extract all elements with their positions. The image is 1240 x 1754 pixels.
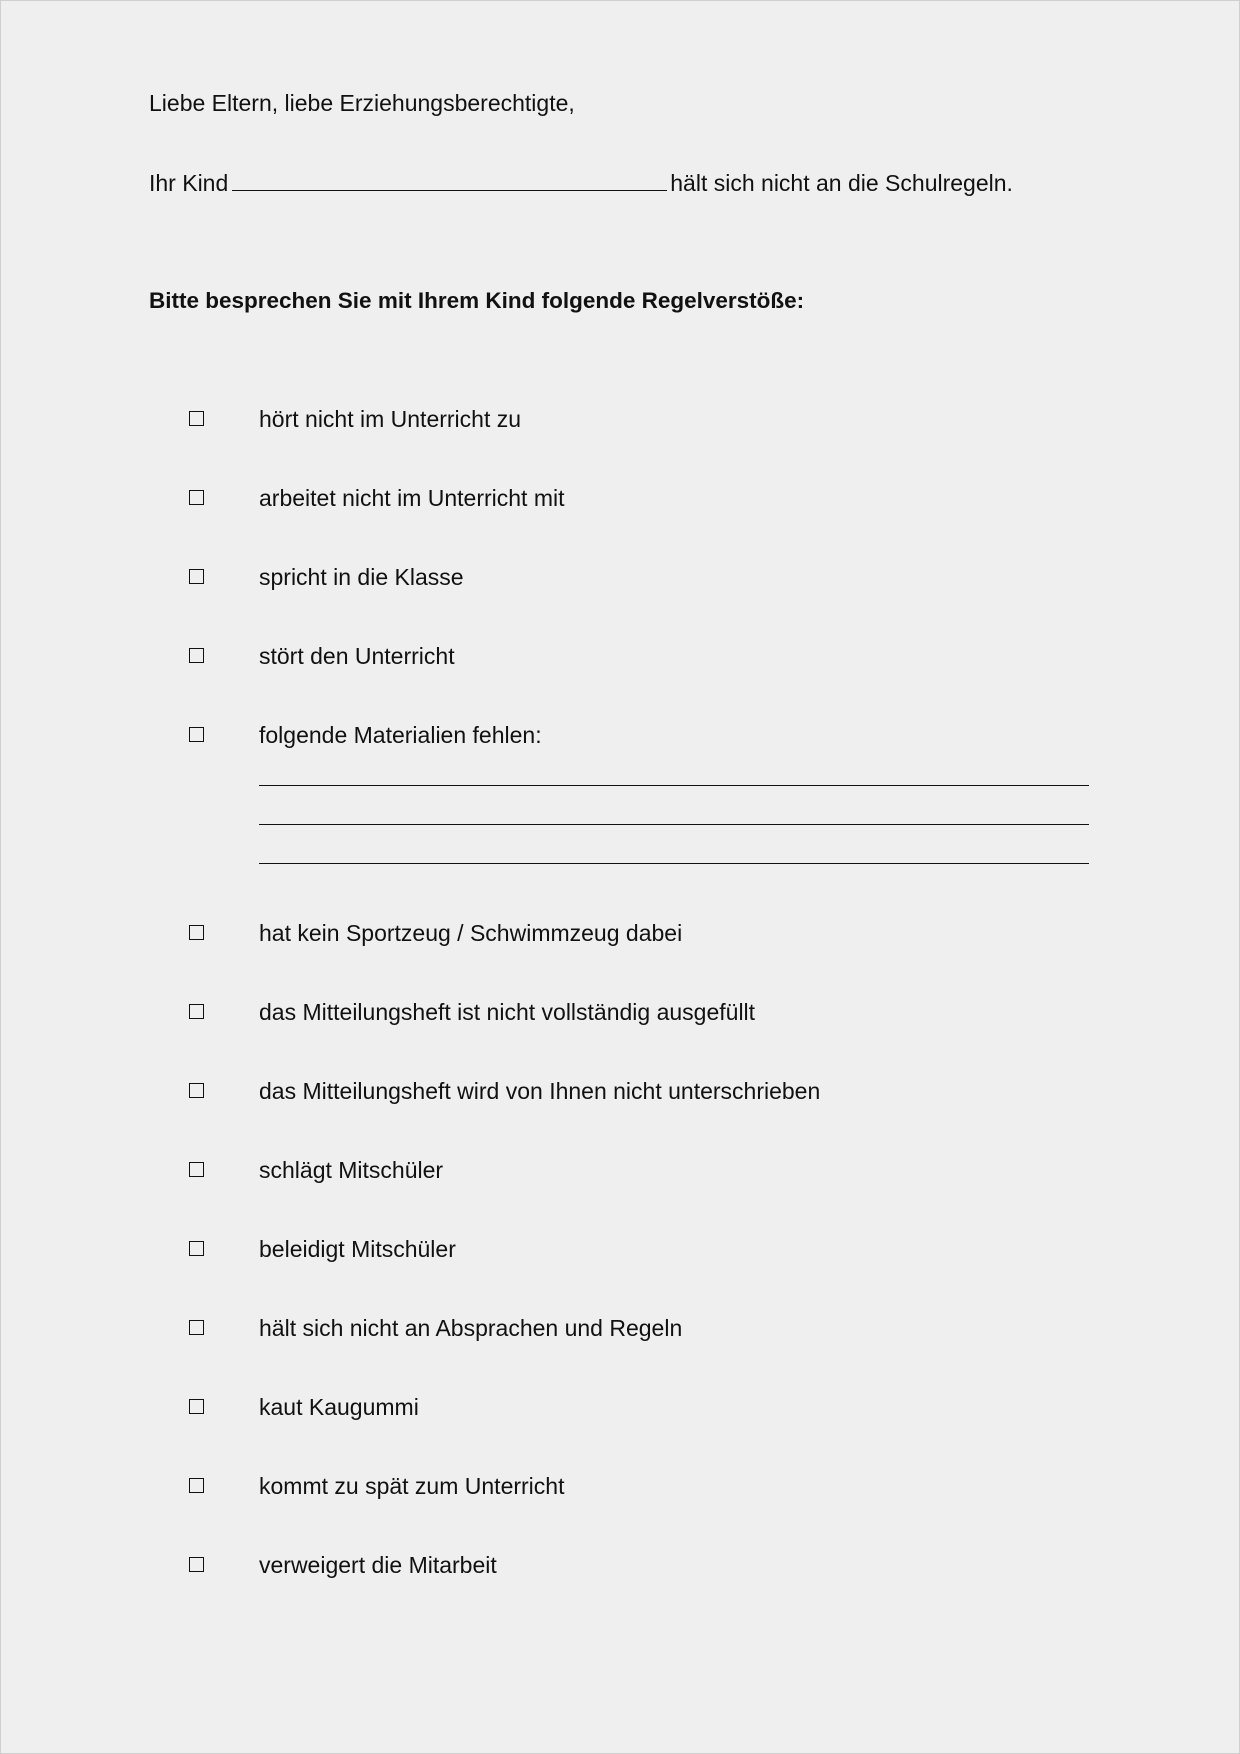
checklist-item[interactable] [189,1551,1089,1581]
checklist-item[interactable] [189,1393,1089,1423]
checklist-item-label: kommt zu spät zum Unterricht [259,1473,565,1499]
checklist-item-label: verweigert die Mitarbeit [259,1552,497,1578]
checklist-item[interactable] [189,563,1089,593]
checklist-item-label: stört den Unterricht [259,643,455,669]
checklist-item[interactable] [189,405,1089,435]
checkbox[interactable] [189,727,204,742]
child-name-blank[interactable] [232,168,667,191]
checklist-item-label: hat kein Sportzeug / Schwimmzeug dabei [259,920,683,946]
checklist-item[interactable] [189,721,1089,751]
materials-fill-line[interactable] [259,785,1089,786]
checklist-item[interactable] [189,1235,1089,1265]
checklist-item-label: arbeitet nicht im Unterricht mit [259,485,565,511]
checkbox[interactable] [189,569,204,584]
checklist-item[interactable] [189,919,1089,949]
checkbox[interactable] [189,1399,204,1414]
checklist-item[interactable] [189,1077,1089,1107]
checkbox[interactable] [189,648,204,663]
materials-fill-line[interactable] [259,824,1089,825]
checklist-item-label: hält sich nicht an Absprachen und Regeln [259,1315,683,1341]
checkbox[interactable] [189,1083,204,1098]
checkbox[interactable] [189,411,204,426]
checklist-item[interactable] [189,1156,1089,1186]
checklist-item-label: spricht in die Klasse [259,564,464,590]
checklist-item-label: kaut Kaugummi [259,1394,419,1420]
checklist-item[interactable] [189,484,1089,514]
greeting: Liebe Eltern, liebe Erziehungsberechtigte, [149,90,575,116]
child-name-line [149,168,1013,197]
materials-fill-line[interactable] [259,863,1089,864]
checklist-item-label: folgende Materialien fehlen: [259,722,542,748]
checkbox[interactable] [189,1557,204,1572]
violations-heading: Bitte besprechen Sie mit Ihrem Kind folgende Regelverstöße: [149,288,805,313]
checkbox[interactable] [189,1320,204,1335]
checkbox[interactable] [189,1241,204,1256]
checkbox[interactable] [189,925,204,940]
checkbox[interactable] [189,1162,204,1177]
child-name-suffix: hält sich nicht an die Schulregeln. [670,170,1013,196]
checkbox[interactable] [189,1478,204,1493]
checklist-item[interactable] [189,1472,1089,1502]
checklist-item-label: hört nicht im Unterricht zu [259,406,522,432]
checklist-item[interactable] [189,998,1089,1028]
checkbox[interactable] [189,1004,204,1019]
checklist-item-label: das Mitteilungsheft ist nicht vollständig ausgefüllt [259,999,756,1025]
checklist-item[interactable] [189,1314,1089,1344]
checkbox[interactable] [189,490,204,505]
checklist-item-label: das Mitteilungsheft wird von Ihnen nicht unterschrieben [259,1078,821,1104]
child-name-prefix: Ihr Kind [149,170,229,196]
checklist-item-label: beleidigt Mitschüler [259,1236,456,1262]
checklist-item[interactable] [189,642,1089,672]
checklist-item-label: schlägt Mitschüler [259,1157,444,1183]
